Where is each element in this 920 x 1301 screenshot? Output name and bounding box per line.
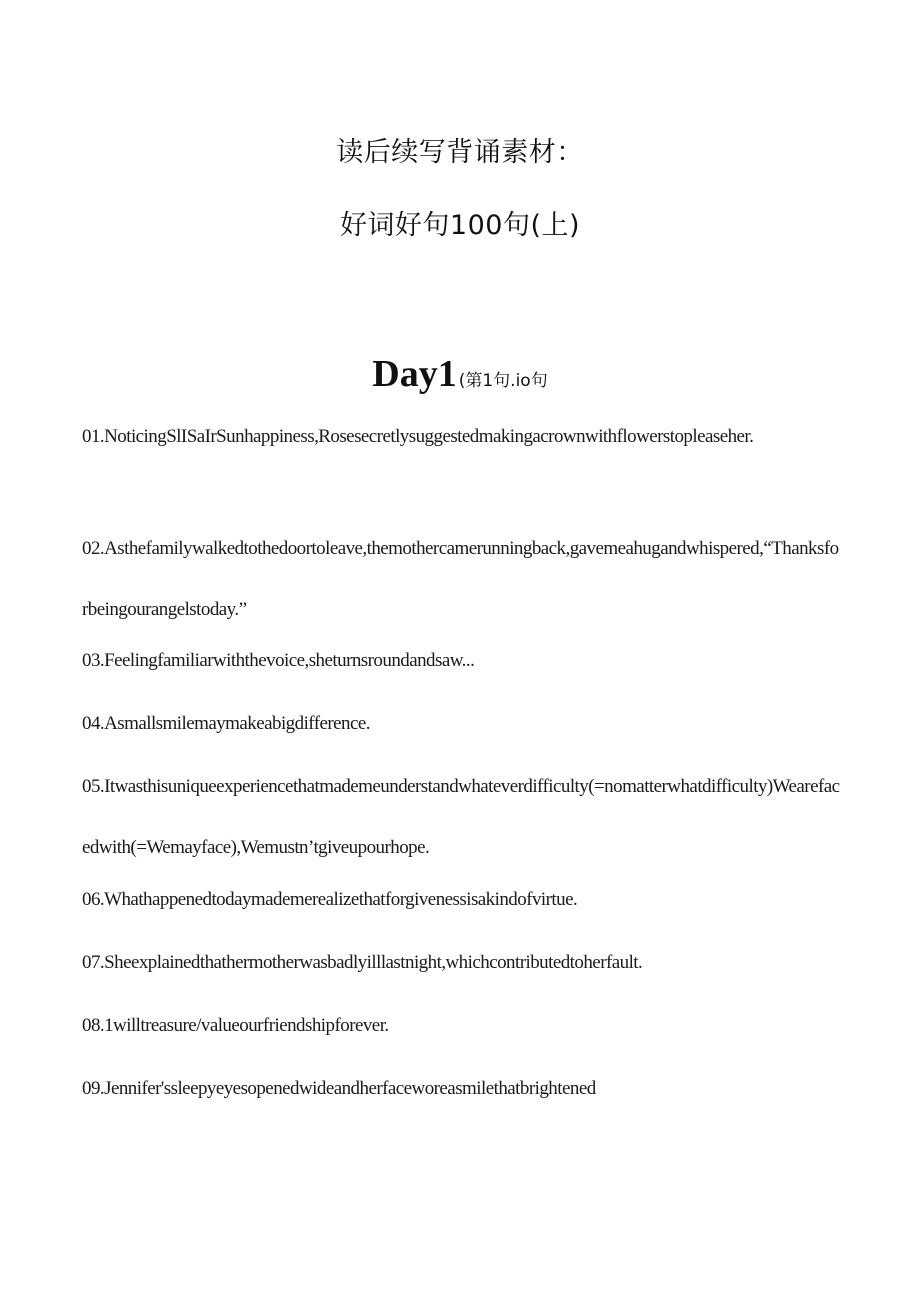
- page-title: 读后续写背诵素材：: [336, 137, 584, 168]
- sentence-item: 04.Asmallsmilemaymakeabigdifference.: [82, 713, 370, 734]
- sentence-item: 07.Sheexplainedthathermotherwasbadlyilllastnight,whichcontributedtoherfault.: [82, 952, 643, 973]
- sentence-item: 02.Asthefamilywalkedtothedoortoleave,themothercamerunningback,gavemeahugandwhispered,“Thanksforbeingourangelstoday.”: [82, 538, 839, 620]
- sentence-item: 06.Whathappenedtodaymademerealizethatforgivenessisakindofvirtue.: [82, 889, 578, 910]
- sentence-item: 03.Feelingfamiliarwiththevoice,sheturnsroundandsaw...: [82, 650, 475, 671]
- day-heading-label: Day1: [372, 353, 457, 395]
- sentence-item: 05.Itwasthisuniqueexperiencethatmademeunderstandwhateverdifficulty(=nomatterwhatdifficulty)Wearefacedwith(=Wemayface),Wemustn’tgiveupourhope.: [82, 776, 840, 858]
- sentence-item: 09.Jennifer'ssleepyeyesopenedwideandherfaceworeasmilethatbrightened: [82, 1078, 596, 1099]
- page-subtitle: 好词好句100句(上): [339, 210, 581, 241]
- day-heading: [0, 352, 920, 396]
- day-heading-range: (第1句.io句: [458, 371, 548, 391]
- sentence-item: 01.NoticingSlISaIrSunhappiness,Rosesecretlysuggestedmakingacrownwithflowerstopleaseher.: [82, 426, 754, 447]
- sentence-item: 08.1willtreasure/valueourfriendshipforever.: [82, 1015, 389, 1036]
